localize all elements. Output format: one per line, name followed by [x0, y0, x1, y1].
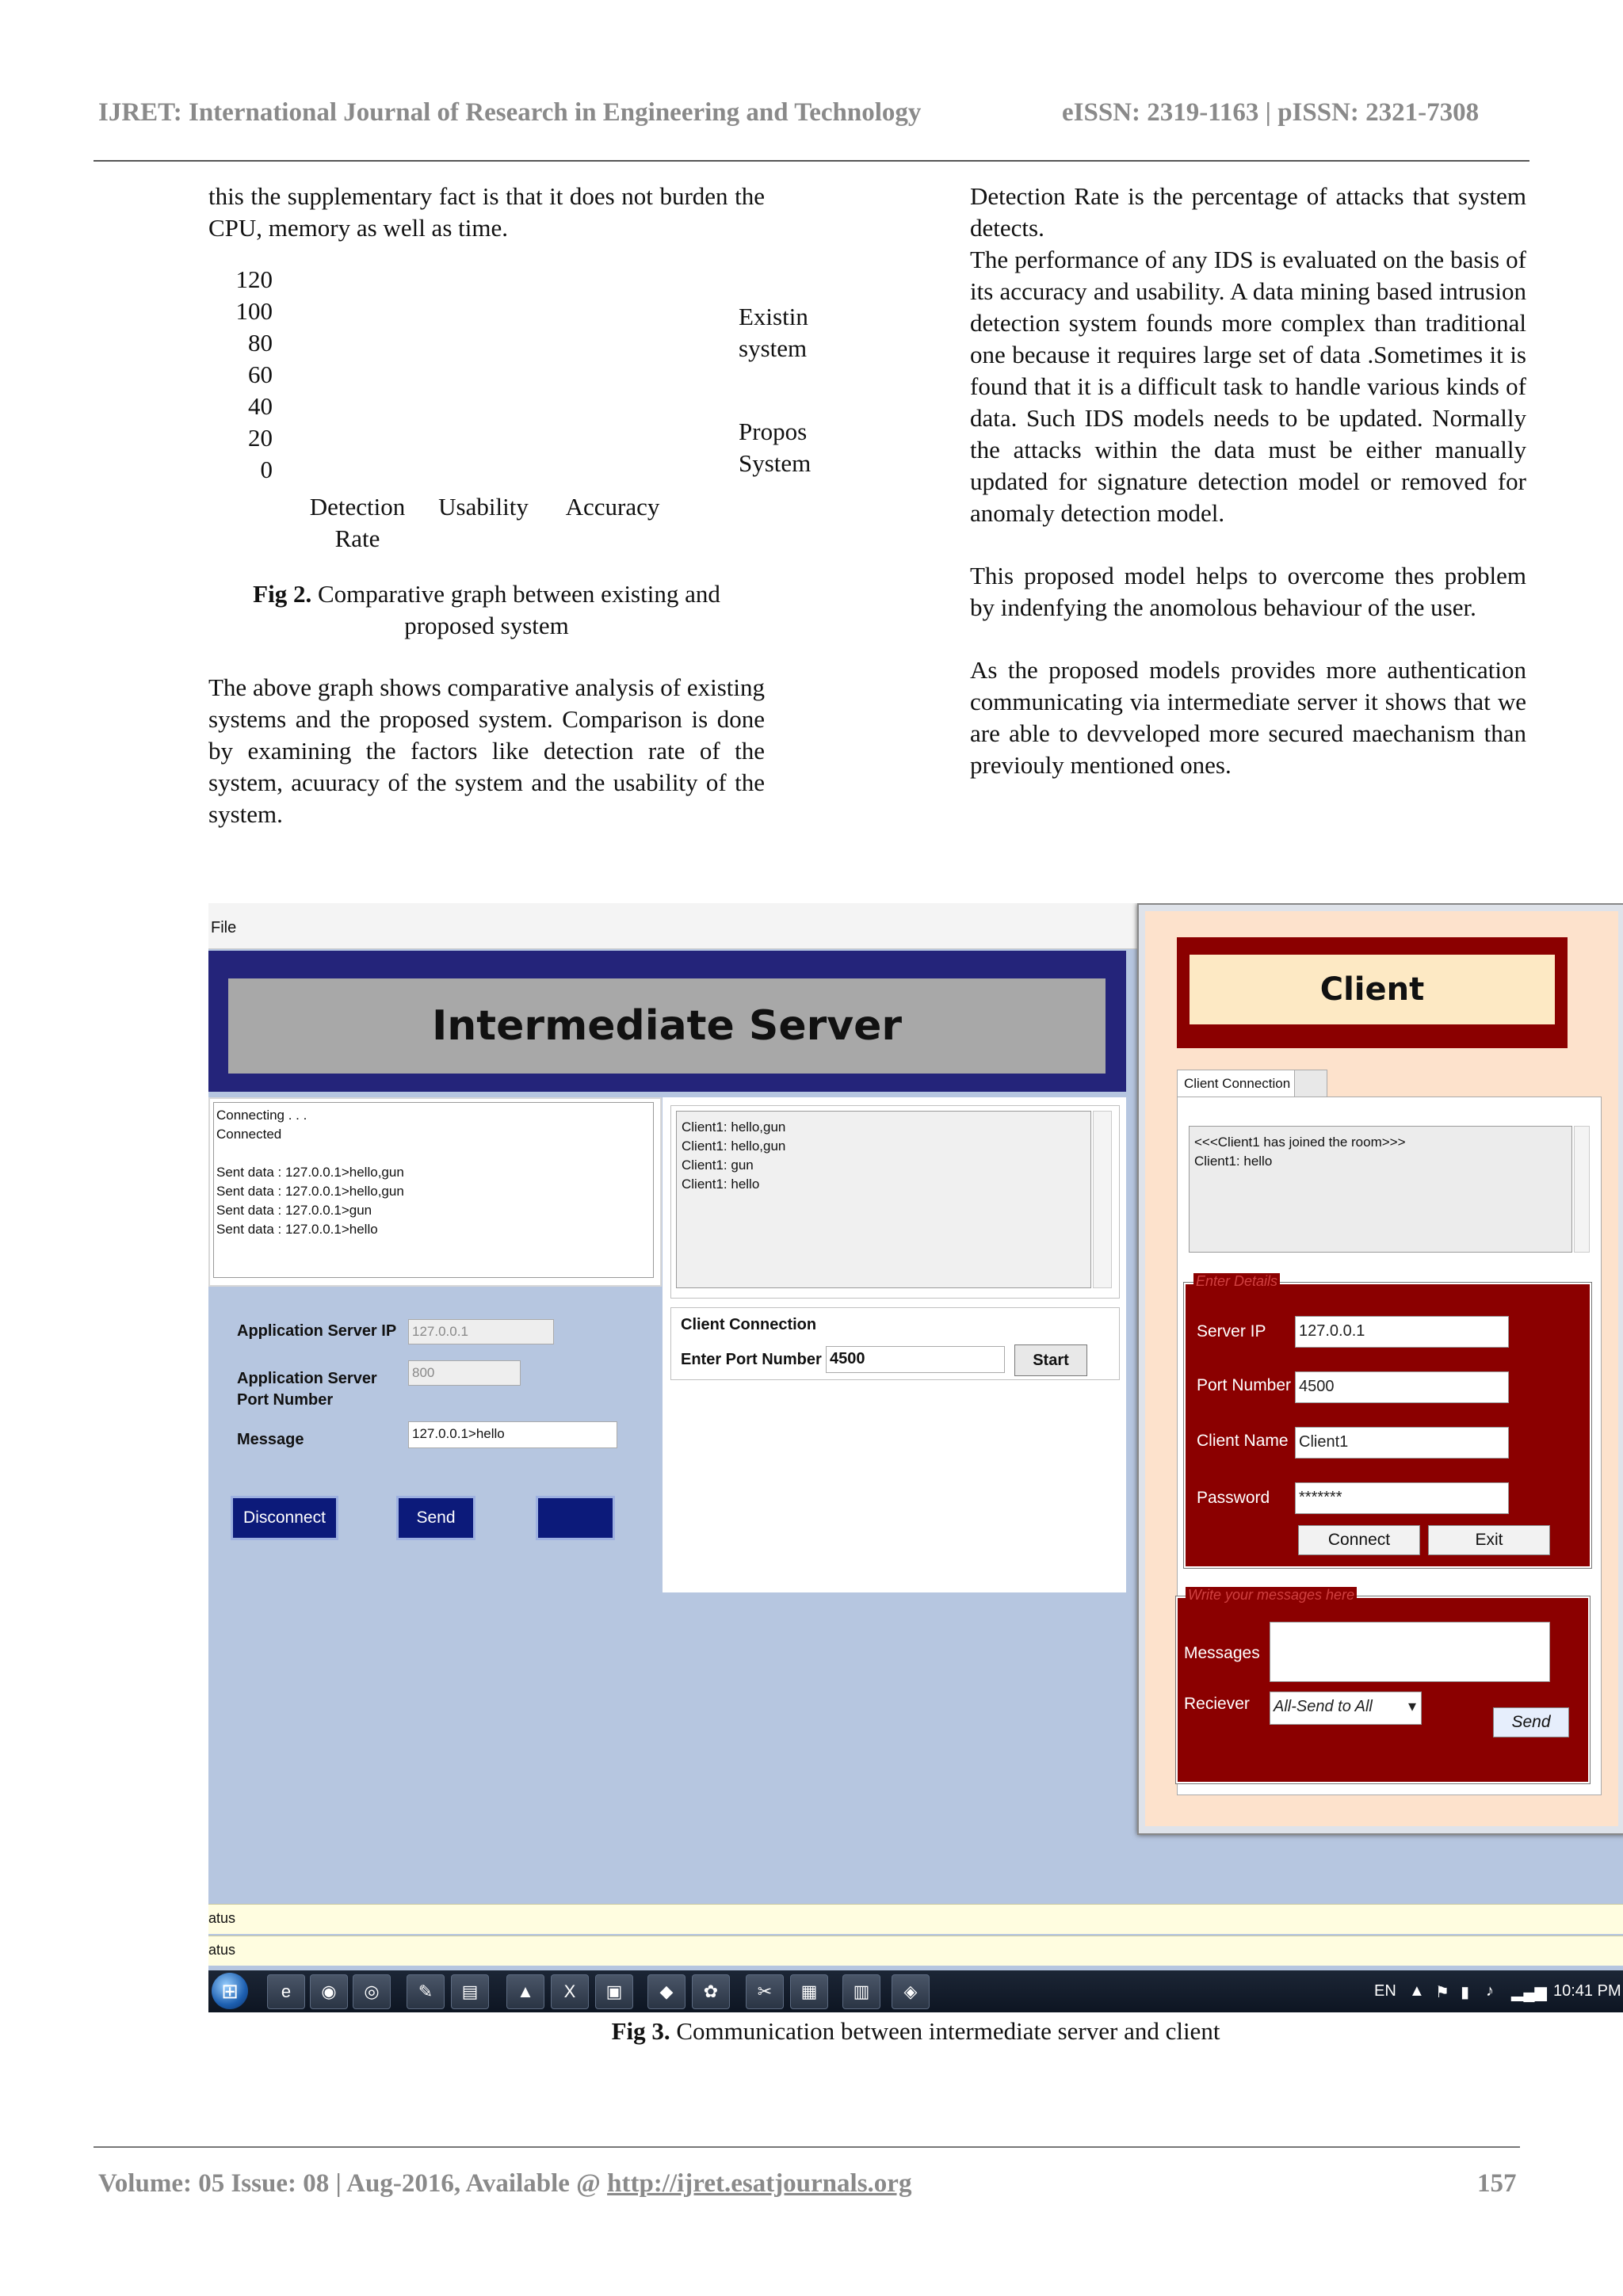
- left-column-lower: [208, 672, 765, 861]
- tab-client-connection[interactable]: Client Connection: [1177, 1070, 1297, 1097]
- status-text: atus: [208, 1942, 236, 1958]
- tab-blank[interactable]: [1294, 1070, 1327, 1097]
- app-server-port-label: Application Server Port Number: [237, 1370, 377, 1409]
- connect-button[interactable]: Connect: [1298, 1525, 1420, 1555]
- client-title-frame: [1177, 937, 1568, 1048]
- right-column: [970, 181, 1526, 812]
- chevron-down-icon: ▾: [1407, 1698, 1416, 1715]
- send-button[interactable]: Send: [396, 1496, 475, 1540]
- reciever-value: All-Send to All: [1274, 1698, 1373, 1715]
- y-tick-label: 80: [248, 329, 273, 357]
- legend-proposed-line2: System: [739, 449, 812, 477]
- paragraph: As the proposed models provides more authentication communicating via intermediate server it shows that we are able to devveloped more secured maechanism than previouly mentioned ones.: [970, 656, 1526, 779]
- port-number-label: Port Number: [1197, 1376, 1292, 1394]
- client-connection-group: [670, 1307, 1120, 1380]
- excel-icon[interactable]: X: [551, 1974, 589, 2009]
- issn: eISSN: 2319-1163 | pISSN: 2321-7308: [1062, 98, 1480, 127]
- footer-volume: [98, 2169, 911, 2199]
- server-title: Intermediate Server: [228, 978, 1106, 1074]
- footer-rule: [94, 2146, 1520, 2148]
- client-tab-panel: [1177, 1097, 1602, 1795]
- port-number-input[interactable]: 4500: [1295, 1371, 1509, 1403]
- footer-volume-text: Volume: 05 Issue: 08 | Aug-2016, Available @: [98, 2169, 608, 2198]
- client-chat-box[interactable]: <<<Client1 has joined the room>>> Client1: hello: [1189, 1126, 1572, 1253]
- enter-details-legend: Enter Details: [1193, 1273, 1280, 1290]
- fig2-caption-text: Comparative graph between existing and proposed system: [317, 580, 720, 639]
- app-server-port-input[interactable]: 800: [408, 1360, 521, 1386]
- tray-expand-icon[interactable]: ▲: [1409, 1982, 1425, 2000]
- scrollbar[interactable]: [1093, 1111, 1112, 1288]
- volume-icon[interactable]: ♪: [1486, 1982, 1494, 2000]
- write-messages-group: [1176, 1587, 1590, 1783]
- message-input[interactable]: 127.0.0.1>hello: [408, 1421, 617, 1448]
- visual-studio-icon[interactable]: ◆: [647, 1974, 685, 2009]
- x-category-label: Detection Rate: [309, 493, 406, 552]
- fig2-caption-label: Fig 2.: [253, 580, 312, 608]
- x-category-label: Accuracy: [565, 493, 660, 521]
- y-tick-label: 40: [248, 392, 273, 420]
- y-tick-label: 20: [248, 424, 273, 452]
- x-category-label: Usability: [438, 493, 529, 521]
- client-title: Client: [1190, 955, 1555, 1024]
- menu-file[interactable]: File: [211, 919, 237, 936]
- fig3-screenshot: [208, 903, 1623, 2012]
- left-column: [208, 181, 765, 275]
- paragraph: this the supplementary fact is that it does not burden the CPU, memory as well as time.: [208, 182, 765, 242]
- exit-button[interactable]: Exit: [1428, 1525, 1550, 1555]
- scrollbar[interactable]: [1574, 1126, 1590, 1253]
- paragraph: The performance of any IDS is evaluated on the basis of its accuracy and usability. A data mining based intrusion detection system founds more complex than traditional one because it requires large set of data .Sometimes it is found that it is a difficult task to handle various kinds of data. Such IDS models needs to be updated. Normally the attacks within the data must be either manually updated for signature detection model or removed for anomaly detection model.: [970, 246, 1526, 527]
- app-server-ip-input[interactable]: 127.0.0.1: [408, 1319, 554, 1344]
- server-ip-label: Server IP: [1197, 1322, 1266, 1341]
- media-icon[interactable]: ✿: [692, 1974, 730, 2009]
- client-send-button[interactable]: Send: [1493, 1707, 1569, 1737]
- clock[interactable]: 10:41 PM: [1553, 1982, 1621, 2000]
- server-ip-input[interactable]: 127.0.0.1: [1295, 1316, 1509, 1348]
- window-app-icon[interactable]: ▦: [790, 1974, 828, 2009]
- unlabeled-button[interactable]: [536, 1496, 615, 1540]
- server-right-panel: [663, 1097, 1126, 1592]
- y-tick-label: 0: [260, 456, 273, 483]
- message-label: Message: [237, 1431, 304, 1448]
- start-button[interactable]: Start: [1014, 1344, 1087, 1376]
- footer-url-link[interactable]: http://ijret.esatjournals.org: [607, 2169, 912, 2198]
- legend-existing-line2: system: [739, 334, 808, 362]
- fig3-caption-label: Fig 3.: [611, 2017, 670, 2045]
- disconnect-button[interactable]: Disconnect: [231, 1496, 338, 1540]
- client-connection-label: Client Connection: [681, 1316, 817, 1333]
- status-text: atus: [208, 1910, 236, 1926]
- signal-icon[interactable]: ▂▄▆: [1511, 1984, 1547, 2001]
- server-banner: [208, 951, 1126, 1092]
- write-messages-legend: Write your messages here: [1186, 1587, 1357, 1604]
- paint-icon[interactable]: ✎: [407, 1974, 445, 2009]
- reciever-label: Reciever: [1184, 1695, 1250, 1713]
- enter-details-group: [1184, 1273, 1591, 1568]
- password-input[interactable]: *******: [1295, 1482, 1509, 1514]
- fig3-caption: [208, 2016, 1623, 2047]
- status-bar-1: [208, 1904, 1623, 1934]
- header-rule: [94, 160, 1529, 162]
- fig2-caption: [208, 578, 765, 642]
- flag-icon[interactable]: ⚑: [1435, 1984, 1449, 2001]
- file-explorer-icon[interactable]: ▤: [451, 1974, 489, 2009]
- journal-title: IJRET: International Journal of Research in Engineering and Technology: [98, 98, 922, 127]
- y-tick-label: 100: [235, 297, 273, 325]
- messages-group: [670, 1105, 1120, 1299]
- paragraph: Detection Rate is the percentage of attacks that system detects.: [970, 182, 1526, 242]
- client-name-label: Client Name: [1197, 1432, 1289, 1450]
- internet-explorer-icon[interactable]: e: [267, 1974, 305, 2009]
- language-indicator[interactable]: EN: [1374, 1982, 1396, 2000]
- port-number-input[interactable]: 4500: [826, 1346, 1005, 1373]
- page-number: 157: [1477, 2169, 1517, 2198]
- window-app-icon[interactable]: ▥: [842, 1974, 880, 2009]
- client-name-input[interactable]: Client1: [1295, 1427, 1509, 1459]
- enter-port-label: Enter Port Number: [681, 1351, 822, 1368]
- reciever-select[interactable]: [1270, 1691, 1422, 1725]
- paragraph: The above graph shows comparative analysis of existing systems and the proposed system. Comparison is done by examining the factors like detection rate of the system, acuuracy of the system and the usability of the system.: [208, 673, 765, 828]
- taskbar: [208, 1970, 1623, 2012]
- status-bar-2: [208, 1936, 1623, 1966]
- pdf-reader-icon[interactable]: ▲: [506, 1974, 544, 2009]
- image-viewer-icon[interactable]: ▣: [595, 1974, 633, 2009]
- paragraph: This proposed model helps to overcome thes problem by indenfying the anomolous behaviour of the user.: [970, 562, 1526, 621]
- start-button-icon[interactable]: ⊞: [212, 1973, 248, 2009]
- y-tick-label: 120: [235, 265, 273, 293]
- tools-icon[interactable]: ✂: [746, 1974, 784, 2009]
- app-server-ip-label: Application Server IP: [237, 1322, 397, 1340]
- chrome-icon[interactable]: ◎: [353, 1974, 391, 2009]
- password-label: Password: [1197, 1489, 1270, 1507]
- firefox-icon[interactable]: ◉: [310, 1974, 348, 2009]
- fig3-caption-text: Communication between intermediate server and client: [676, 2017, 1220, 2045]
- battery-icon[interactable]: ▮: [1461, 1984, 1470, 2001]
- received-messages-box[interactable]: Client1: hello,gun Client1: hello,gun Client1: gun Client1: hello: [676, 1111, 1091, 1288]
- client-window: [1137, 903, 1623, 1835]
- network-app-icon[interactable]: ◈: [892, 1974, 930, 2009]
- client-body: [1145, 911, 1618, 1826]
- messages-label: Messages: [1184, 1644, 1260, 1662]
- y-tick-label: 60: [248, 360, 273, 388]
- legend-proposed-line1: Propos: [739, 418, 808, 445]
- log-textbox[interactable]: Connecting . . . Connected Sent data : 127.0.0.1>hello,gun Sent data : 127.0.0.1>hello,gun Sent data : 127.0.0.1>gun Sent data : 127.0.0.1>hello: [213, 1102, 654, 1278]
- log-panel: [208, 1097, 662, 1287]
- messages-input[interactable]: [1270, 1622, 1550, 1682]
- legend-existing-line1: Existin: [739, 303, 808, 330]
